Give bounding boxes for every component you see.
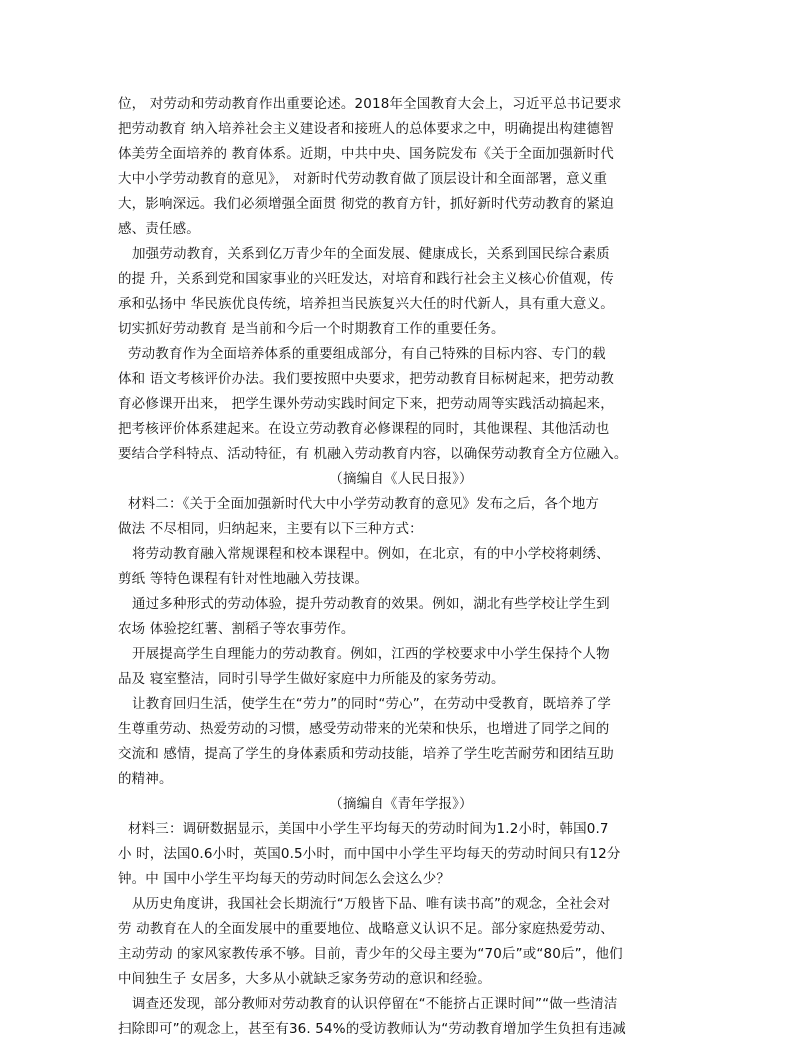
- text-line: 中间独生子 女居多，大多从小就缺乏家务劳动的意识和经验。: [118, 971, 491, 987]
- text-line: 劳动教育作为全面培养体系的重要组成部分，有自己特殊的目标内容、专门的载: [128, 346, 606, 362]
- text-line: 让教育回归生活，使学生在“劳力”的同时“劳心”，在劳动中受教育，既培养了学: [132, 696, 612, 712]
- text-line: 加强劳动教育，关系到亿万青少年的全面发展、健康成长，关系到国民综合素质: [132, 246, 610, 262]
- text-line: 将劳动教育融入常规课程和校本课程中。例如，在北京，有的中小学校将刺绣、: [132, 546, 610, 562]
- text-line: 承和弘扬中 华民族优良传统，培养担当民族复兴大任的时代新人，具有重大意义。: [118, 296, 614, 312]
- text-line: 通过多种形式的劳动体验，提升劳动教育的效果。例如，湖北有些学校让学生到: [132, 596, 610, 612]
- text-line: 体和 语文考核评价办法。我们要按照中央要求，把劳动教育目标树起来，把劳动教: [118, 371, 614, 387]
- source-citation: （摘编自《青年学报》）: [329, 796, 473, 812]
- text-line: 开展提高学生自理能力的劳动教育。例如，江西的学校要求中小学生保持个人物: [132, 646, 610, 662]
- text-line: 钟。中 国中小学生平均每天的劳动时间怎么会这么少？: [118, 871, 451, 887]
- text-line: 小 时，法国0.6小时，英国0.5小时，而中国中小学生平均每天的劳动时间只有12分: [118, 846, 621, 862]
- text-line: 调查还发现，部分教师对劳动教育的认识停留在“不能挤占正课时间”“做一些清洁: [132, 996, 618, 1012]
- text-line: 育必修课开出来， 把学生课外劳动实践时间定下来，把劳动周等实践活动搞起来，: [118, 396, 614, 412]
- text-line: 农场 体验挖红薯、割稻子等农事劳作。: [118, 621, 355, 637]
- text-line: 体美劳全面培养的 教育体系。近期，中共中央、国务院发布《关于全面加强新时代: [118, 146, 614, 162]
- text-line: 扫除即可”的观念上，甚至有36. 54%的受访教师认为“劳动教育增加学生负担有违减: [118, 1021, 626, 1037]
- text-line: 剪纸 等特色课程有针对性地融入劳技课。: [118, 571, 369, 587]
- text-line: 要结合学科特点、活动特征，有 机融入劳动教育内容，以确保劳动教育全方位融入。: [118, 446, 628, 462]
- text-line: 把考核评价体系建起来。在设立劳动教育必修课程的同时，其他课程、其他活动也: [118, 421, 610, 437]
- text-line: 把劳动教育 纳入培养社会主义建设者和接班人的总体要求之中，明确提出构建德智: [118, 121, 614, 137]
- text-line: 大中小学劳动教育的意见》， 对新时代劳动教育做了顶层设计和全面部署，意义重: [118, 171, 608, 187]
- source-citation: （摘编自《人民日报》）: [329, 471, 473, 487]
- text-line: 劳 动教育在人的全面发展中的重要地位、战略意义认识不足。部分家庭热爱劳动、: [118, 921, 614, 937]
- text-line: 的提 升，关系到党和国家事业的兴旺发达，对培育和践行社会主义核心价值观，传: [118, 271, 614, 287]
- text-line: 感、责任感。: [118, 221, 200, 237]
- text-line: 从历史角度讲，我国社会长期流行“万般皆下品、唯有读书高”的观念，全社会对: [132, 896, 611, 912]
- document-page: [118, 92, 684, 1042]
- text-line: 品及 寝室整洁，同时引导学生做好家庭中力所能及的家务劳动。: [118, 671, 505, 687]
- text-line: 大，影响深远。我们必须增强全面贯 彻党的教育方针，抓好新时代劳动教育的紧迫: [118, 196, 614, 212]
- text-line: 做法 不尽相同，归纳起来，主要有以下三种方式：: [118, 521, 423, 537]
- text-line: 生尊重劳动、热爱劳动的习惯，感受劳动带来的光荣和快乐，也增进了同学之间的: [118, 721, 610, 737]
- text-line: 切实抓好劳动教育 是当前和今后一个时期教育工作的重要任务。: [118, 321, 505, 337]
- text-line: 主动劳动 的家风家教传承不够。目前，青少年的父母主要为“70后”或“80后”，他们: [118, 946, 623, 962]
- text-line: 材料三：调研数据显示，美国中小学生平均每天的劳动时间为1.2小时，韩国0.7: [128, 821, 609, 837]
- text-line: 位， 对劳动和劳动教育作出重要论述。2018年全国教育大会上，习近平总书记要求: [118, 96, 622, 112]
- text-line: 的精神。: [118, 771, 173, 787]
- text-line: 交流和 感情，提高了学生的身体素质和劳动技能，培养了学生吃苦耐劳和团结互助: [118, 746, 614, 762]
- text-line: 材料二：《关于全面加强新时代大中小学劳动教育的意见》发布之后，各个地方: [128, 496, 599, 512]
